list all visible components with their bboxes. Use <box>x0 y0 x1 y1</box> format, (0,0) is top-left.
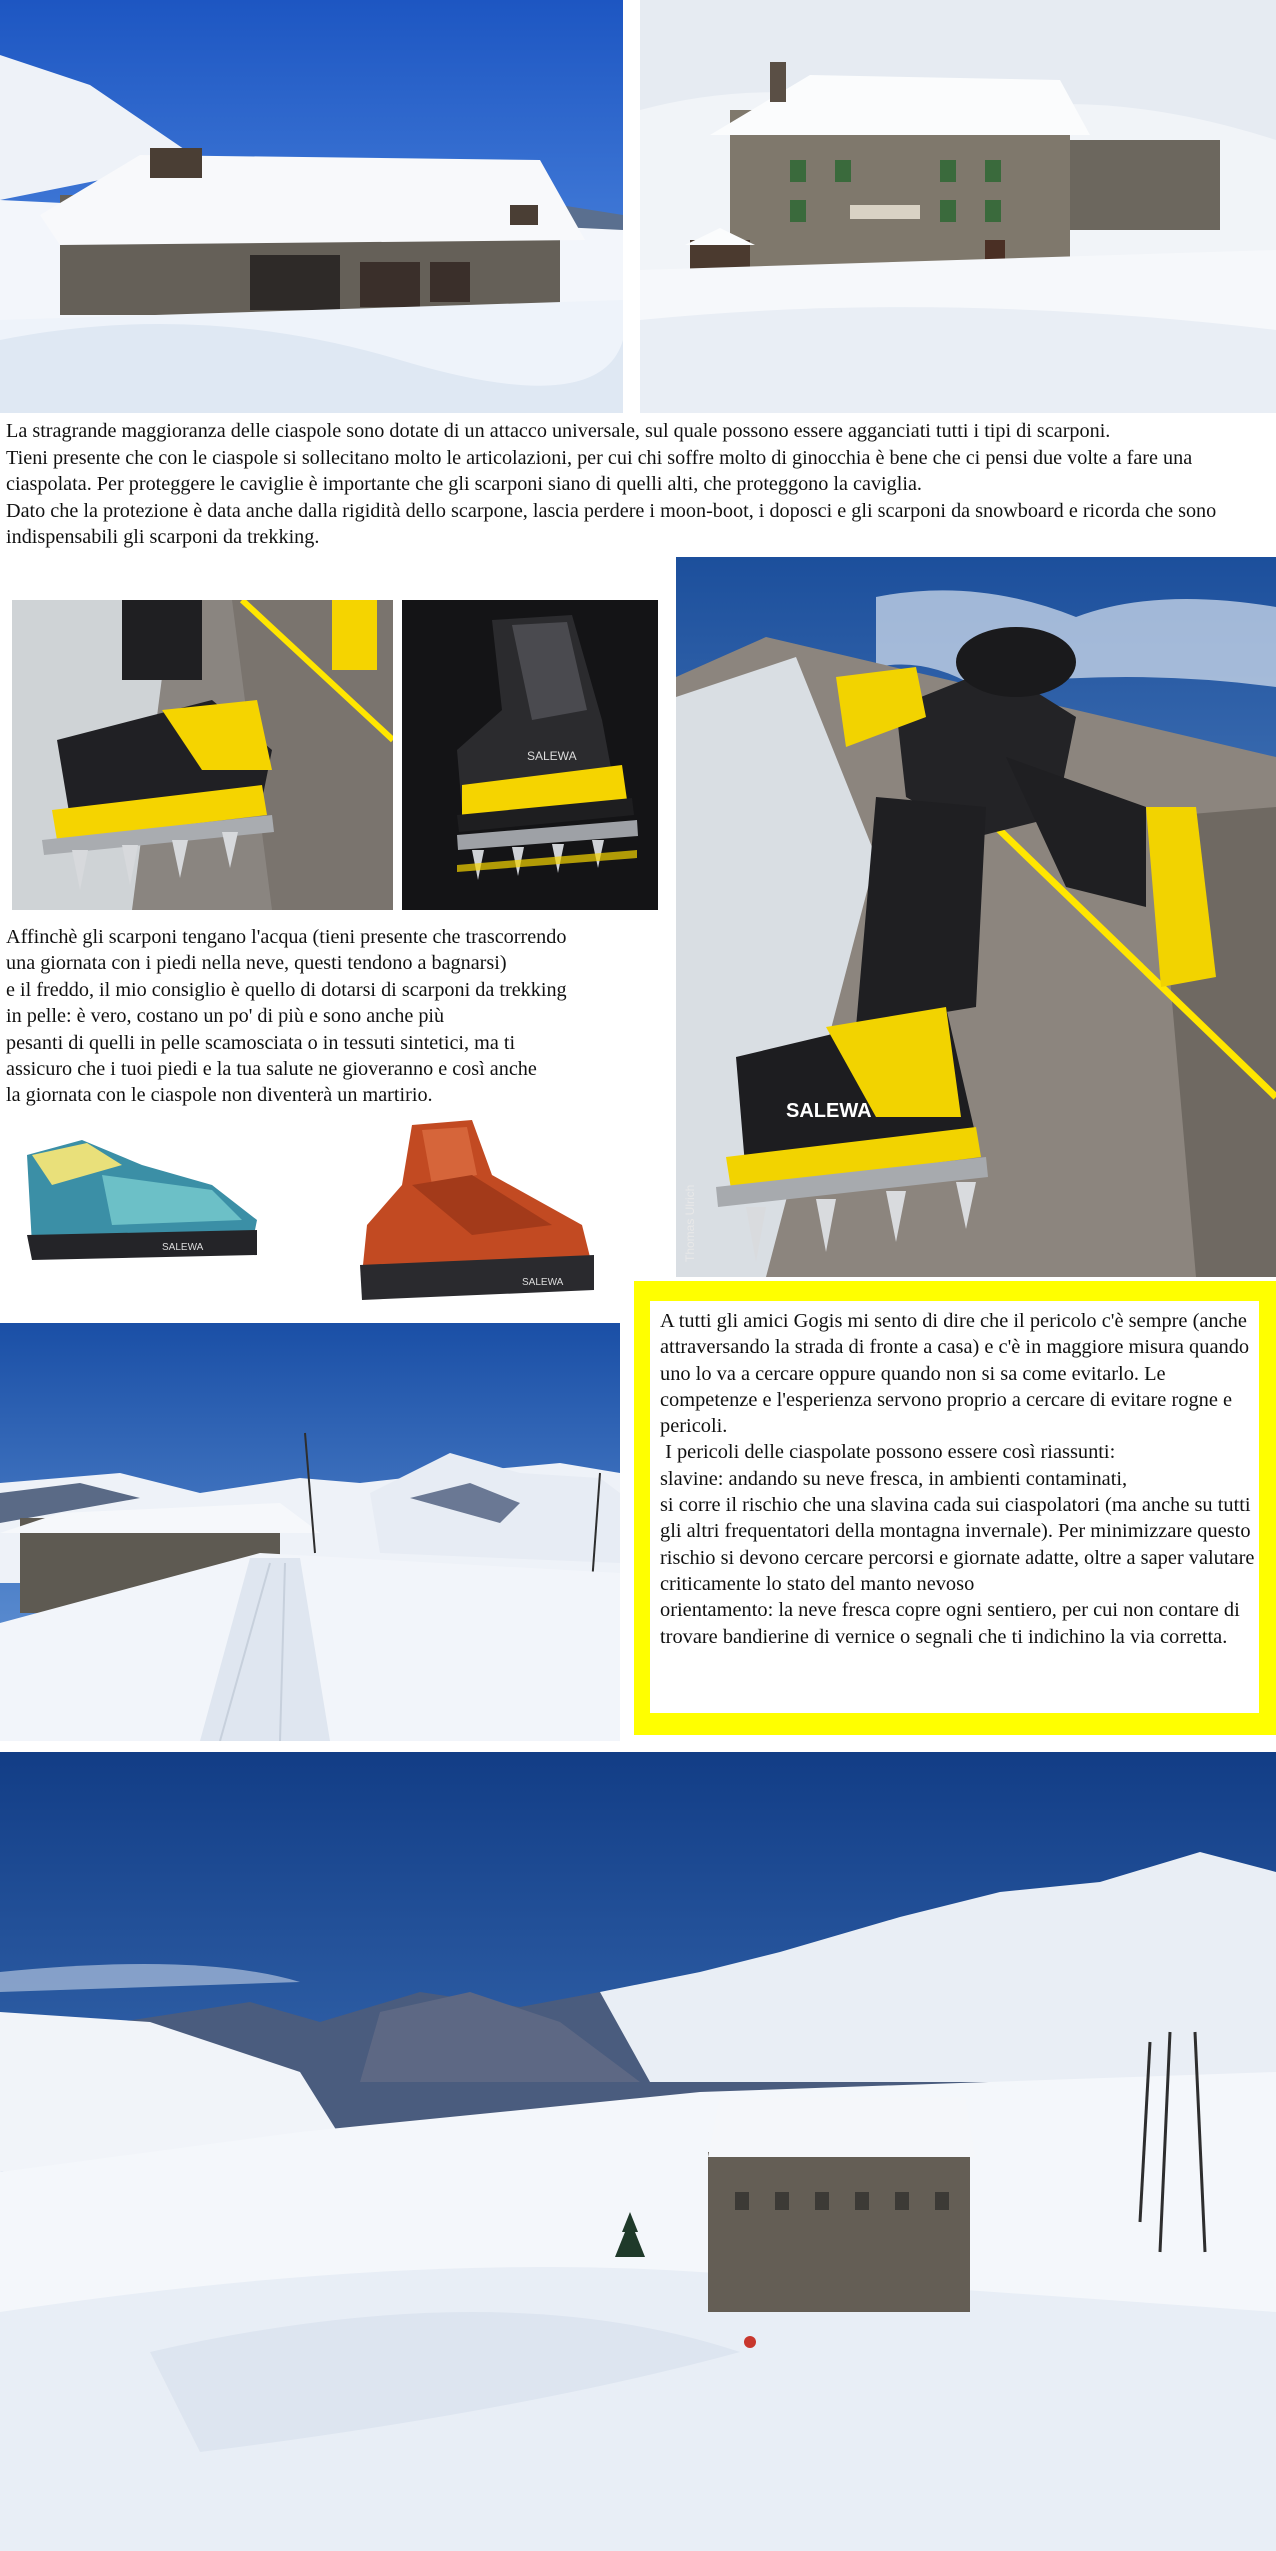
boots-line: Affinchè gli scarponi tengano l'acqua (tieni presente che trascorrendo <box>6 926 567 948</box>
photo-credit: Thomas Ulrich <box>683 1184 697 1262</box>
boots-line: assicuro che i tuoi piedi e la tua salute ne gioveranno e così anche <box>6 1058 537 1081</box>
photo-crampon-on-rock <box>12 600 393 910</box>
brand-label: SALEWA <box>522 1277 564 1288</box>
warning-line: I pericoli delle ciaspolate possono essere così riassunti: <box>660 1441 1116 1464</box>
photo-winter-panorama <box>0 1752 1276 2551</box>
warning-line: A tutti gli amici Gogis mi sento di dire che il pericolo c'è sempre (anche attraversando la strada di fronte a casa) e c'è in maggiore misura quando uno lo va a cercare oppure quando non si sa come evitarlo. Le competenze e l'esperienza servono proprio a cercare di evitare rogne e pericoli. <box>660 1310 1250 1438</box>
photo-stone-refuge-right <box>640 0 1276 413</box>
photo-mountain-boot <box>352 1115 602 1307</box>
brand-label: SALEWA <box>527 749 577 763</box>
photo-mountain-hut-left <box>0 0 623 413</box>
brand-label: SALEWA <box>786 1100 872 1122</box>
photo-refuge-snowy-track <box>0 1323 620 1741</box>
warning-line: orientamento: la neve fresca copre ogni sentiero, per cui non contare di trovare bandierine di vernice o segnali che ti indichino la via corretta. <box>660 1599 1240 1648</box>
photo-boot-with-crampon <box>402 600 658 910</box>
warning-line: si corre il rischio che una slavina cada sui ciaspolatori (ma anche su tutti gli altri frequentatori della montagna invernale). Per minimizzare questo rischio si devono cercare percorsi e giornate adatte, oltre a saper valutare criticamente lo stato del manto nevoso <box>660 1494 1255 1595</box>
intro-line: La stragrande maggioranza delle ciaspole sono dotate di un attacco universale, sul quale possono essere agganciati tutti i tipi di scarponi. <box>6 420 1111 442</box>
boots-line: una giornata con i piedi nella neve, questi tendono a bagnarsi) <box>6 952 507 975</box>
intro-line: Dato che la protezione è data anche dalla rigidità dello scarpone, lascia perdere i moon-boot, i doposci e gli scarponi da snowboard e ricorda che sono indispensabili gli scarponi da trekking. <box>6 499 1217 549</box>
warning-box <box>634 1281 1276 1735</box>
boots-paragraph <box>6 924 676 1109</box>
brand-label: SALEWA <box>162 1242 204 1253</box>
boots-line: e il freddo, il mio consiglio è quello di dotarsi di scarponi da trekking <box>6 978 567 1001</box>
warning-line: slavine: andando su neve fresca, in ambienti contaminati, <box>660 1467 1128 1490</box>
boots-line: in pelle: è vero, costano un po' di più e sono anche più <box>6 1005 445 1028</box>
photo-climber-on-rock <box>676 557 1276 1277</box>
boots-line: la giornata con le ciaspole non diventerà un martirio. <box>6 1084 433 1107</box>
photo-approach-shoe <box>12 1125 262 1275</box>
intro-paragraph <box>6 418 1271 551</box>
boots-line: pesanti di quelli in pelle scamosciata o in tessuti sintetici, ma ti <box>6 1031 516 1054</box>
warning-text <box>660 1308 1258 1650</box>
intro-line: Tieni presente che con le ciaspole si sollecitano molto le articolazioni, per cui chi soffre molto di ginocchia è bene che ci pensi due volte a fare una ciaspolata. Per proteggere le caviglie è importante che gli scarponi siano di quelli alti, che proteggono la caviglia. <box>6 446 1193 496</box>
